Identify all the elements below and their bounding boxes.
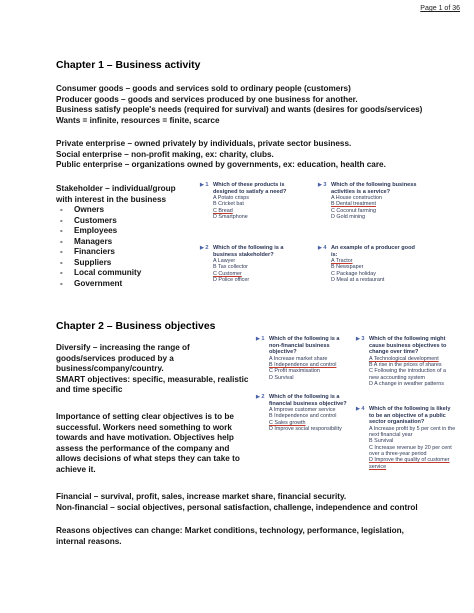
- answer-option: B Newspaper: [331, 264, 364, 271]
- ch1-quiz-q3: [318, 182, 418, 220]
- ch1-quiz-q4: [318, 245, 418, 283]
- answer-option: A Improve customer service: [269, 407, 336, 414]
- text-line: towards and have motivation. Objectives help: [56, 433, 234, 442]
- stakeholder-block: [56, 184, 176, 289]
- question-number: ▶ 2: [200, 245, 209, 251]
- chapter2-diversify-smart: [56, 343, 248, 396]
- answer-option: D Meal at a restaurant: [331, 277, 385, 284]
- question-text: Which of the following is a non-financial business objective?: [269, 336, 340, 356]
- question-number: ▶ 1: [200, 182, 209, 188]
- page-number: Page 1 of 36: [420, 5, 460, 12]
- text-line: assess the performance of the company and: [56, 443, 230, 453]
- answer-option: D Survival: [269, 374, 294, 381]
- chapter2-importance: [56, 412, 240, 475]
- text-line: business/company/country.: [56, 364, 164, 373]
- answer-option: B A rise in the prices of shares: [369, 362, 442, 369]
- scarcity-line: Wants = infinite, resources = finite, scarce: [56, 115, 220, 125]
- reasons-line: internal reasons.: [56, 536, 122, 546]
- question-text: Which of the following might cause business objectives to change over time?: [369, 336, 447, 356]
- chapter1-definitions: [56, 84, 422, 126]
- list-item: - Owners: [56, 205, 176, 216]
- answer-option: D Smartphone: [213, 214, 248, 221]
- question-text: Which of the following business activities is a service?: [331, 182, 417, 195]
- question-number: ▶ 1: [256, 336, 265, 342]
- chapter2-objective-types: [56, 492, 418, 513]
- answer-option-selected: B Dental treatment: [331, 201, 376, 208]
- answer-option: A House construction: [331, 195, 382, 202]
- answer-option-selected: B Independence and control: [269, 362, 337, 369]
- answer-option: C Package holiday: [331, 270, 376, 277]
- ch2-quiz-q1: [256, 336, 352, 381]
- question-number: ▶ 3: [318, 182, 327, 188]
- text-line: and time specific: [56, 385, 123, 394]
- question-number: ▶ 4: [318, 245, 327, 251]
- answer-option-selected: C Bread: [213, 207, 233, 214]
- chapter2-reasons: [56, 526, 404, 547]
- answer-option: A Lawyer: [213, 258, 236, 265]
- producer-goods-line: Producer goods – goods and services produced by one business for another.: [56, 94, 358, 104]
- question-text: Which of the following is a business stakeholder?: [213, 245, 284, 258]
- text-line: successful. Workers need something to work: [56, 422, 232, 432]
- answer-option-selected: A Technological development: [369, 355, 439, 362]
- text-line: goods/services produced by a: [56, 353, 174, 363]
- answer-option: D Improve social responsibility: [269, 426, 342, 433]
- answer-option: A Potato crisps: [213, 195, 249, 202]
- list-item: - Managers: [56, 237, 176, 248]
- answer-option-selected: D Improve the quality of customer service: [369, 457, 450, 470]
- list-item: - Financiers: [56, 247, 176, 258]
- answer-option: C Profit maximisation: [269, 368, 320, 375]
- list-item: - Government: [56, 279, 176, 290]
- answer-option: C Increase revenue by 20 per cent over a three-year period: [369, 444, 452, 457]
- question-number: ▶ 4: [356, 406, 365, 412]
- list-item: - Local community: [56, 268, 176, 279]
- public-enterprise-line: Public enterprise – organizations owned by governments, ex: education, health care.: [56, 160, 386, 169]
- chapter1-title: Chapter 1 – Business activity: [56, 60, 201, 71]
- non-financial-objectives-line: Non-financial – social objectives, personal satisfaction, challenge, independence and control: [56, 502, 418, 512]
- answer-option: B Tax collector: [213, 264, 248, 271]
- answer-option: B Cricket bat: [213, 201, 244, 208]
- list-item: - Customers: [56, 216, 176, 227]
- reasons-line: Reasons objectives can change: Market conditions, technology, performance, legislation,: [56, 526, 404, 535]
- answer-option-selected: C Customer: [213, 270, 242, 277]
- answer-option: A Increase profit by 5 per cent in the next financial year: [369, 425, 456, 439]
- text-line: SMART objectives: specific, measurable, realistic: [56, 374, 249, 384]
- answer-option: C Following the introduction of a new accounting system: [369, 368, 447, 381]
- answer-option-selected: C Sales growth: [269, 419, 306, 426]
- question-text: An example of a producer good is:: [331, 245, 415, 258]
- stakeholder-definition-1: Stakeholder – individual/group: [56, 184, 176, 193]
- question-text: Which of the following is a financial business objective?: [269, 394, 347, 407]
- stakeholder-definition-2: with interest in the business: [56, 194, 167, 204]
- social-enterprise-line: Social enterprise – non-profit making, ex: charity, clubs.: [56, 149, 274, 159]
- answer-option-selected: A Tractor: [331, 258, 353, 265]
- chapter1-enterprises: [56, 139, 386, 171]
- text-line: Diversify – increasing the range of: [56, 343, 190, 352]
- text-line: Importance of setting clear objectives is to be: [56, 412, 234, 421]
- financial-objectives-line: Financial – survival, profit, sales, increase market share, financial security.: [56, 492, 347, 501]
- answer-option: C Coconut farming: [331, 207, 376, 214]
- list-item: - Suppliers: [56, 258, 176, 269]
- question-number: ▶ 3: [356, 336, 365, 342]
- stakeholder-list: [56, 205, 176, 289]
- answer-option: B Independence and control: [269, 413, 337, 420]
- answer-option: D Police officer: [213, 277, 250, 284]
- consumer-goods-line: Consumer goods – goods and services sold to ordinary people (customers): [56, 84, 351, 93]
- text-line: allows decisions of what steps they can take to: [56, 454, 240, 463]
- answer-option: D Gold mining: [331, 214, 366, 221]
- ch2-quiz-q3: [356, 336, 456, 387]
- text-line: achieve it.: [56, 464, 96, 474]
- chapter2-title: Chapter 2 – Business objectives: [56, 321, 216, 332]
- list-item: - Employees: [56, 226, 176, 237]
- ch1-quiz-q2: [200, 245, 296, 283]
- question-text: Which of the following is likely to be an objective of a public sector organisation?: [369, 406, 451, 426]
- question-number: ▶ 2: [256, 394, 265, 400]
- ch1-quiz-q1: [200, 182, 296, 220]
- question-text: Which of these products is designed to satisfy a need?: [213, 182, 287, 195]
- needs-wants-line: Business satisfy people's needs (required for survival) and wants (desires for goods/services): [56, 105, 423, 114]
- answer-option: D A change in weather patterns: [369, 380, 444, 387]
- ch2-quiz-q2: [256, 394, 352, 432]
- answer-option: A Increase market share: [269, 355, 328, 362]
- private-enterprise-line: Private enterprise – owned privately by individuals, private sector business.: [56, 139, 352, 148]
- ch2-quiz-q4: [356, 406, 456, 470]
- answer-option: B Survival: [369, 438, 394, 445]
